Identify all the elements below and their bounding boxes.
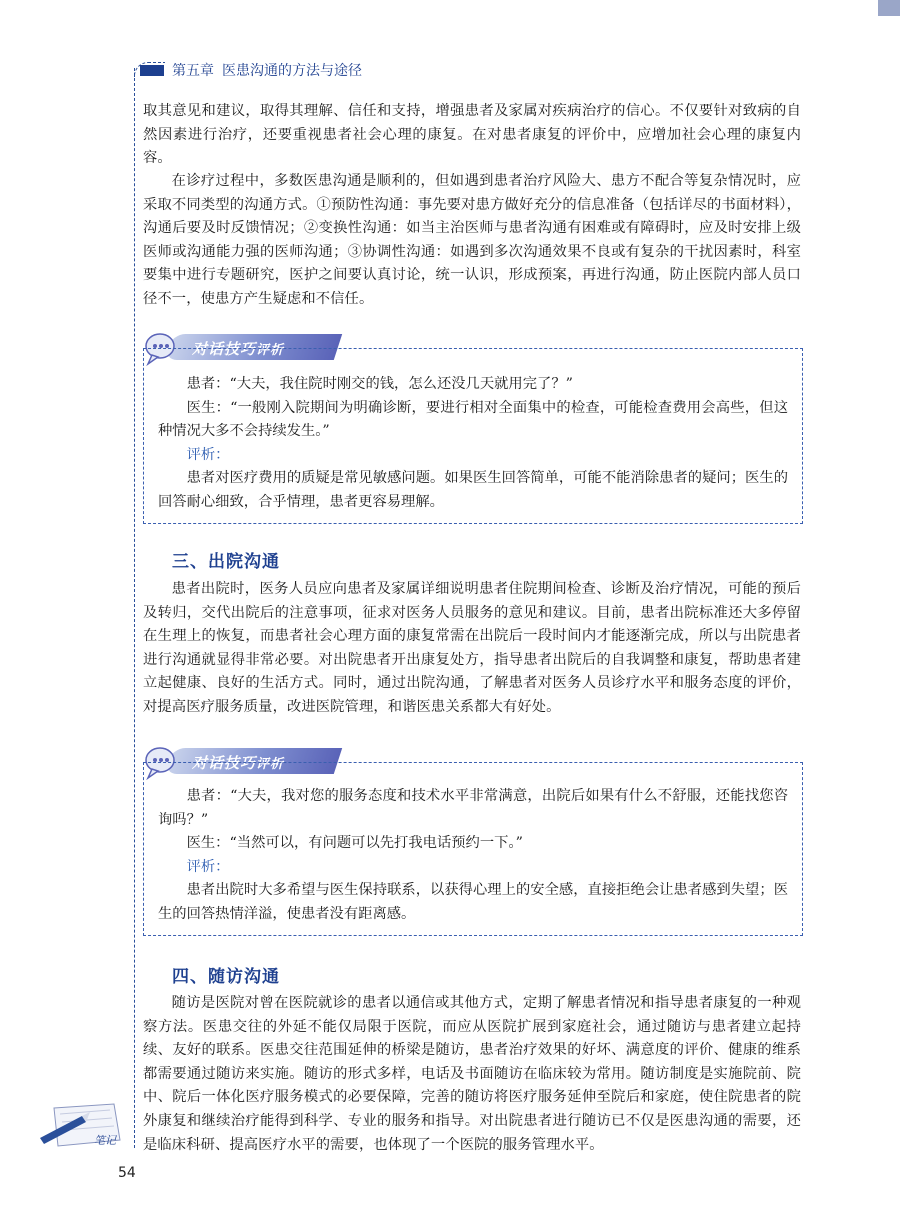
- chapter-title: 医患沟通的方法与途径: [222, 63, 362, 79]
- patient-line: 患者：“大夫，我对您的服务态度和技术水平非常满意，出院后如果有什么不舒服，还能找您咨询吗？”: [158, 788, 788, 828]
- note-label: 笔记: [94, 1134, 116, 1147]
- paragraph-discharge: 患者出院时，医务人员应向患者及家属详细说明患者住院期间检查、诊断及治疗情况，可能的预后及转归，交代出院后的注意事项，征求对医务人员服务的意见和建议。目前，患者出院标准还大多停留在生理上的恢复，而患者社会心理方面的康复常需在出院后一段时间内才能逐渐完成，所以与出院患者进行沟通就显得非常必要。对出院患者开出康复处方，指导患者出院后的自我调整和康复，帮助患者建立起健康、良好的生活方式。同时，通过出院沟通，了解患者对医务人员诊疗水平和服务态度的评价，对提高医疗服务质量，改进医院管理，和谐医患关系都大有好处。: [143, 581, 801, 715]
- comment-text: 患者出院时大多希望与医生保持联系，以获得心理上的安全感，直接拒绝会让患者感到失望；医生的回答热情洋溢，使患者没有距离感。: [158, 882, 788, 922]
- tag-main-text: 对话技巧: [192, 340, 257, 358]
- comment-label: 评析：: [186, 446, 230, 463]
- dialogue-box-1: [143, 348, 803, 524]
- paragraph-continued: 取其意见和建议，取得其理解、信任和支持，增强患者及家属对疾病治疗的信心。不仅要针对致病的自然因素进行治疗，还要重视患者社会心理的康复。在对患者康复的评价中，应增加社会心理的康复内容。: [143, 103, 801, 167]
- header-bar: [140, 65, 164, 76]
- section-title-discharge: 三、出院沟通: [172, 552, 280, 572]
- comment-label: 评析：: [186, 858, 230, 875]
- corner-mark-icon: [878, 0, 900, 16]
- patient-line: 患者：“大夫，我住院时刚交的钱，怎么还没几天就用完了？”: [186, 376, 573, 392]
- chapter-number: 第五章: [172, 63, 214, 79]
- dialogue-box-2: [143, 762, 803, 936]
- tag-main-text: 对话技巧: [192, 754, 257, 772]
- tag-sub-text: 评析: [256, 757, 285, 772]
- paragraph-communication-types: 在诊疗过程中，多数医患沟通是顺利的，但如遇到患者治疗风险大、患方不配合等复杂情况时，应采取不同类型的沟通方式。①预防性沟通：事先要对患方做好充分的信息准备（包括详尽的书面材料），沟通后要及时反馈情况；②变换性沟通：如当主治医师与患者沟通有困难或有障碍时，应及时安排上级医师或沟通能力强的医师沟通；③协调性沟通：如遇到多次沟通效果不良或有复杂的干扰因素时，科室要集中进行专题研究，医护之间要认真讨论，统一认识，形成预案，再进行沟通，防止医院内部人员口径不一，使患方产生疑虑和不信任。: [143, 173, 801, 307]
- page-number: 54: [118, 1165, 136, 1181]
- comment-text: 患者对医疗费用的质疑是常见敏感问题。如果医生回答简单，可能不能消除患者的疑问；医生的回答耐心细致，合乎情理，患者更容易理解。: [158, 470, 788, 510]
- doctor-line: 医生：“当然可以，有问题可以先打我电话预约一下。”: [186, 835, 523, 852]
- paragraph-follow-up: 随访是医院对曾在医院就诊的患者以通信或其他方式，定期了解患者情况和指导患者康复的一种观察方法。医患交往的外延不能仅局限于医院，而应从医院扩展到家庭社会，通过随访与患者建立起持续、友好的联系。医患交往范围延伸的桥梁是随访，患者治疗效果的好坏、满意度的评价、健康的维系都需要通过随访来实施。随访的形式多样，电话及书面随访在临床较为常用。随访制度是实施院前、院中、院后一体化医疗服务模式的必要保障，完善的随访将医疗服务延伸至院后和家庭，使住院患者的院外康复和继续治疗能得到科学、专业的服务和指导。对出院患者进行随访已不仅是医患沟通的需要，还是临床科研、提高医疗水平的需要，也体现了一个医院的服务管理水平。: [143, 995, 801, 1153]
- doctor-line: 医生：“一般刚入院期间为明确诊断，要进行相对全面集中的检查，可能检查费用会高些，但这种情况大多不会持续发生。”: [158, 399, 788, 440]
- margin-guide-line: [134, 68, 135, 1148]
- note-pad-icon: [36, 1100, 126, 1150]
- tag-sub-text: 评析: [256, 343, 285, 358]
- section-title-follow-up: 四、随访沟通: [172, 967, 280, 987]
- running-header: [140, 60, 370, 80]
